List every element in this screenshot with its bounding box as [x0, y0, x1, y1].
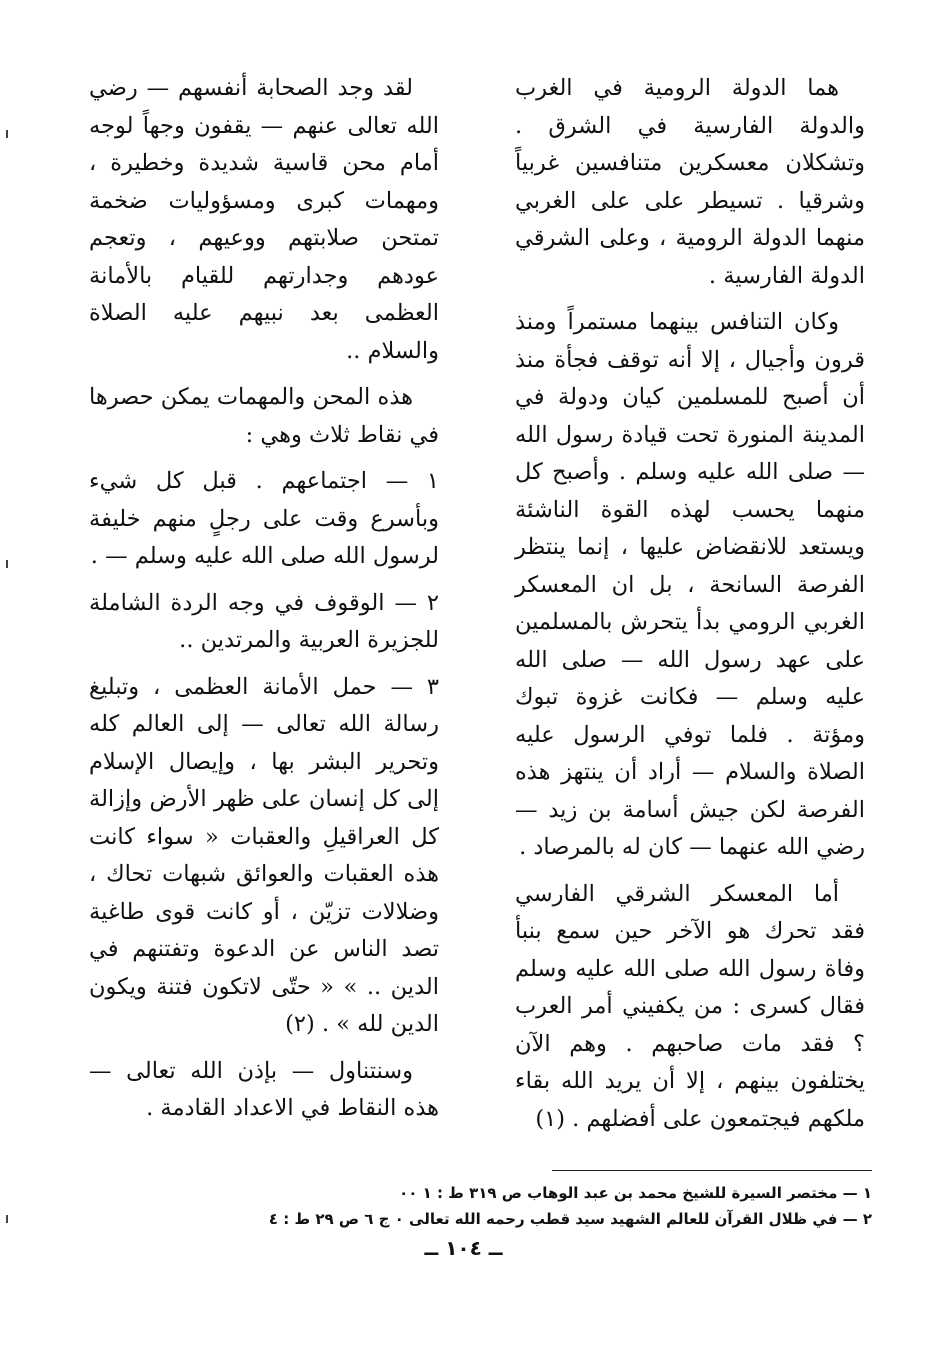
footnotes — [52, 1180, 872, 1232]
scan-margin-mark — [6, 130, 8, 138]
paragraph: هذه المحن والمهمات يمكن حصرها في نقاط ثلاث وهي : — [89, 384, 439, 448]
left-text-column — [89, 70, 439, 1137]
paragraph: وكان التنافس بينهما مستمراً ومنذ قرون وأجيال ، إلا أنه توقف فجأة منذ أن أصبح للمسلمين كيان ودولة في المدينة المنورة تحت قيادة رسول الله — صلى الله عليه وسلم . وأصبح كل منهما يحسب لهذه القوة الناشئة ويستعد للانقضاض عليها ، إنما ينتظر الفرصة السانحة ، بل ان المعسكر الغربي الرومي بدأ يتحرش بالمسلمين على عهد رسول الله — صلى الله عليه وسلم — فكانت غزوة تبوك ومؤتة . فلما توفي الرسول عليه الصلاة والسلام — أراد أن ينتهز هذه الفرصة لكن جيش أسامة بن زيد — رضي الله عنهما — كان له بالمرصاد . — [515, 309, 865, 860]
footnote: ١ — مختصر السيرة للشيخ محمد بن عبد الوهاب ص ٣١٩ ط : ١ ٠٠ — [399, 1184, 872, 1202]
page-number: ــ ١٠٤ ــ — [424, 1236, 503, 1260]
scan-margin-mark — [6, 1215, 8, 1223]
list-item: ٢ — الوقوف في وجه الردة الشاملة للجزيرة العربية والمرتدين .. — [89, 589, 439, 653]
list-item: ٣ — حمل الأمانة العظمى ، وتبليغ رسالة الله تعالى — إلى العالم كله وتحرير البشر بها ، وإيصال الإسلام إلى كل إنسان على ظهر الأرض وإزالة كل العراقيلِ والعقبات « سواء كانت هذه العقبات والعوائق شبهات تحاك ، وضلالات تزيّن ، أو كانت قوى طاغية تصد الناس عن الدعوة وتفتنهم في الدين .. » « حتّى لاتكون فتنة ويكون الدين لله » . (٢) — [89, 673, 439, 1037]
footnote-divider — [552, 1170, 872, 1171]
paragraph: لقد وجد الصحابة أنفسهم — رضي الله تعالى عنهم — يقفون وجهاً لوجه أمام محن قاسية شديدة وخطيرة ، ومهمات كبرى ومسؤوليات ضخمة تمتحن صلابتهم ووعيهم ، وتعجم عودهم وجدارتهم للقيام بالأمانة العظمى بعد نبيهم عليه الصلاة والسلام .. — [89, 75, 439, 364]
paragraph: هما الدولة الرومية في الغرب والدولة الفارسية في الشرق . وتشكلان معسكرين متنافسين غربياً وشرقيا . تسيطر على على الغربي منهما الدولة الرومية ، وعلى الشرقي الدولة الفارسية . — [515, 75, 865, 289]
paragraph: أما المعسكر الشرقي الفارسي فقد تحرك هو الآخر حين سمع بنبأ وفاة رسول الله صلى الله عليه وسلم فقال كسرى : من يكفيني أمر العرب ؟ فقد مات صاحبهم . وهم الآن يختلفون بينهم ، إلا أن يريد الله بقاء ملكهم فيجتمعون على أفضلهم . (١) — [515, 880, 865, 1132]
right-text-column — [515, 70, 865, 1147]
scan-margin-mark — [6, 560, 8, 568]
footnote: ٢ — في ظلال القرآن للعالم الشهيد سيد قطب رحمه الله تعالى ٠ ج ٦ ص ٢٩ ط : ٤ — [268, 1210, 872, 1228]
paragraph: وسنتناول — بإذن الله تعالى — هذه النقاط في الاعداد القادمة . — [89, 1057, 439, 1121]
list-item: ١ — اجتماعهم . قبل كل شيء وبأسرع وقت على رجلٍ منهم خليفة لرسول الله صلى الله عليه وسلم — . — [89, 468, 439, 569]
